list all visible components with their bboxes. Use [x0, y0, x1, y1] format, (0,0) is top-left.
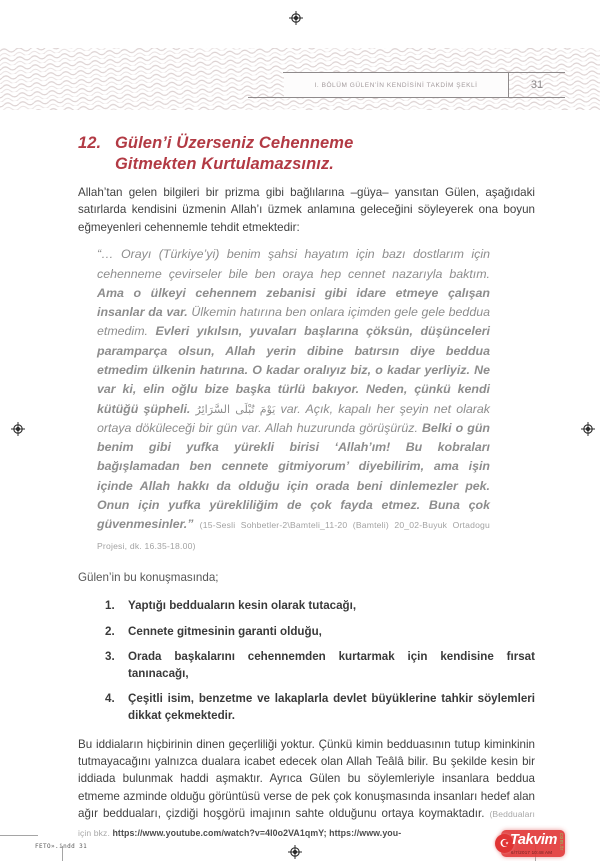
page-number: 31 — [530, 79, 544, 91]
numbered-list — [78, 597, 535, 724]
quote-segment-bold: Evleri yıkılsın, yuvaları başlarına çöksün, düşünceleri paramparça olsun, Allah yerin dibine batırsın diye beddua etmedim ülkenin hatırına. O kadar oralıyız biz, o kadar yerliyiz. Ne var ki, elin oğlu bize başka türlü bakıyor. Neden, çünkü kendi kütüğü şüpheli. — [97, 324, 490, 416]
closing-paragraph — [78, 736, 535, 842]
list-item — [105, 648, 535, 682]
intro-paragraph: Allah’tan gelen bilgileri bir prizma gibi bağlılarına –güya– yansıtan Gülen, aşağıdaki satırlarda kendisini üzmenin Allah’ı üzmek anlamına geleceğini söyleyerek ona boyun eğmeyenleri cehennemle tehdit etmektedir: — [78, 186, 535, 234]
list-item — [105, 623, 535, 640]
crescent-star-icon: ☪ — [495, 834, 514, 853]
list-item-number: 1. — [105, 599, 115, 613]
closing-text: Bu iddiaların hiçbirinin dinen geçerliliği yoktur. Çünkü kimin bedduasının tutup kiminkinin tutmayacağını yalnızca dualara icabet edecek olan Allah Teâlâ bilir. Bu şekilde kesin bir iddiada bulunmak haddi aşmaktır. Ayrıca Gülen bu söylemleriyle insanlara beddua etmeme azminde olduğu görüntüsü verse de pek çok konuşmasında insanları hedef alan ağır bedduaları, çizdiği hoşgörü imajının sahte olduğunu ortaya koymaktadır. — [78, 737, 535, 821]
closing-note-prefix: (Bedduaları için bkz. — [78, 809, 535, 838]
brand-name: Takvim — [510, 832, 558, 848]
quote-segment: var. Açık, kapalı her şeyin net olarak ortaya döküleceği bir gün var. Allah huzurunda görüşürüz. — [97, 401, 490, 435]
list-item-text: Orada başkalarını cehennemden kurtarmak için kendisine fırsat tanınacağı, — [128, 649, 535, 680]
print-timestamp: 6/7/2017 10:48 AM — [511, 850, 553, 855]
list-item-text: Yaptığı bedduaların kesin olarak tutacağı, — [128, 599, 357, 613]
list-item-text: Çeşitli isim, benzetme ve lakaplarla devlet büyüklerine tahkir söylemleri dikkat çekmektedir. — [128, 692, 535, 723]
footer-slug: FETO».indd 31 — [35, 843, 88, 850]
list-item-text: Cennete gitmesinin garanti olduğu, — [128, 624, 322, 638]
list-item-number: 3. — [105, 649, 115, 663]
header-rule-bottom — [248, 97, 565, 98]
registration-mark-bottom — [288, 845, 302, 859]
section-heading — [78, 133, 535, 175]
quote-block — [97, 245, 490, 556]
chapter-title: I. BÖLÜM GÜLEN’İN KENDİSİNİ TAKDİM ŞEKLİ — [284, 73, 508, 97]
section-number: 12. — [78, 134, 102, 152]
list-item — [105, 597, 535, 614]
list-item-number: 4. — [105, 692, 115, 706]
list-item-number: 2. — [105, 624, 115, 638]
page-body — [78, 133, 535, 842]
list-item — [105, 690, 535, 724]
registration-mark-right — [581, 422, 595, 436]
crop-mark-bottom-left-horizontal — [0, 835, 38, 836]
list-intro: Gülen’in bu konuşmasında; — [78, 570, 219, 584]
section-title: Gülen’i Üzerseniz Cehenneme Gitmekten Kurtulamazsınız. — [115, 134, 354, 173]
quote-segment: Ülkemin hatırına ben onlara içimden gele gele beddua etmedim. — [97, 305, 490, 339]
quote-segment-bold: Ama o ülkeyi cehennem zebanisi gibi idare etmeye çalışan insanlar da var. — [97, 285, 490, 320]
registration-mark-left — [11, 422, 25, 436]
takvim-watermark — [495, 830, 565, 857]
closing-note-links: https://www.youtube.com/watch?v=4l0o2VA1qmY; https://www.you- — [112, 827, 402, 838]
quote-arabic-verse: يَوْمَ تُبْلَى السَّرَائِرُ — [195, 402, 276, 416]
brand-domain: com.tr — [558, 833, 564, 851]
registration-mark-top — [289, 11, 303, 25]
quote-citation: (15-Sesli Sohbetler-2\Bamteli_11-20 (Bamteli) 20_02-Buyuk Ortadogu Projesi, dk. 16.35-18.00) — [97, 520, 491, 551]
quote-segment-bold: Belki o gün benim gibi yufka yürekli birisi ‘Allah’ım! Bu kobraları bağışlamadan ben cennete gitmiyorum’ diyebilirim, ama işin içinde Allah hakkı da olduğu için orada beni dinlemezler pek. Onun için yufka yürekliliğim de çok fayda etmez. Buna çok güvenmesinler.” — [97, 420, 490, 532]
quote-segment: “… Orayı (Türkiye’yi) benim şahsi hayatım için bazı dostlarım için cehenneme çevirseler bile ben oraya hep cennet nazarıyla baktım. — [97, 247, 490, 281]
